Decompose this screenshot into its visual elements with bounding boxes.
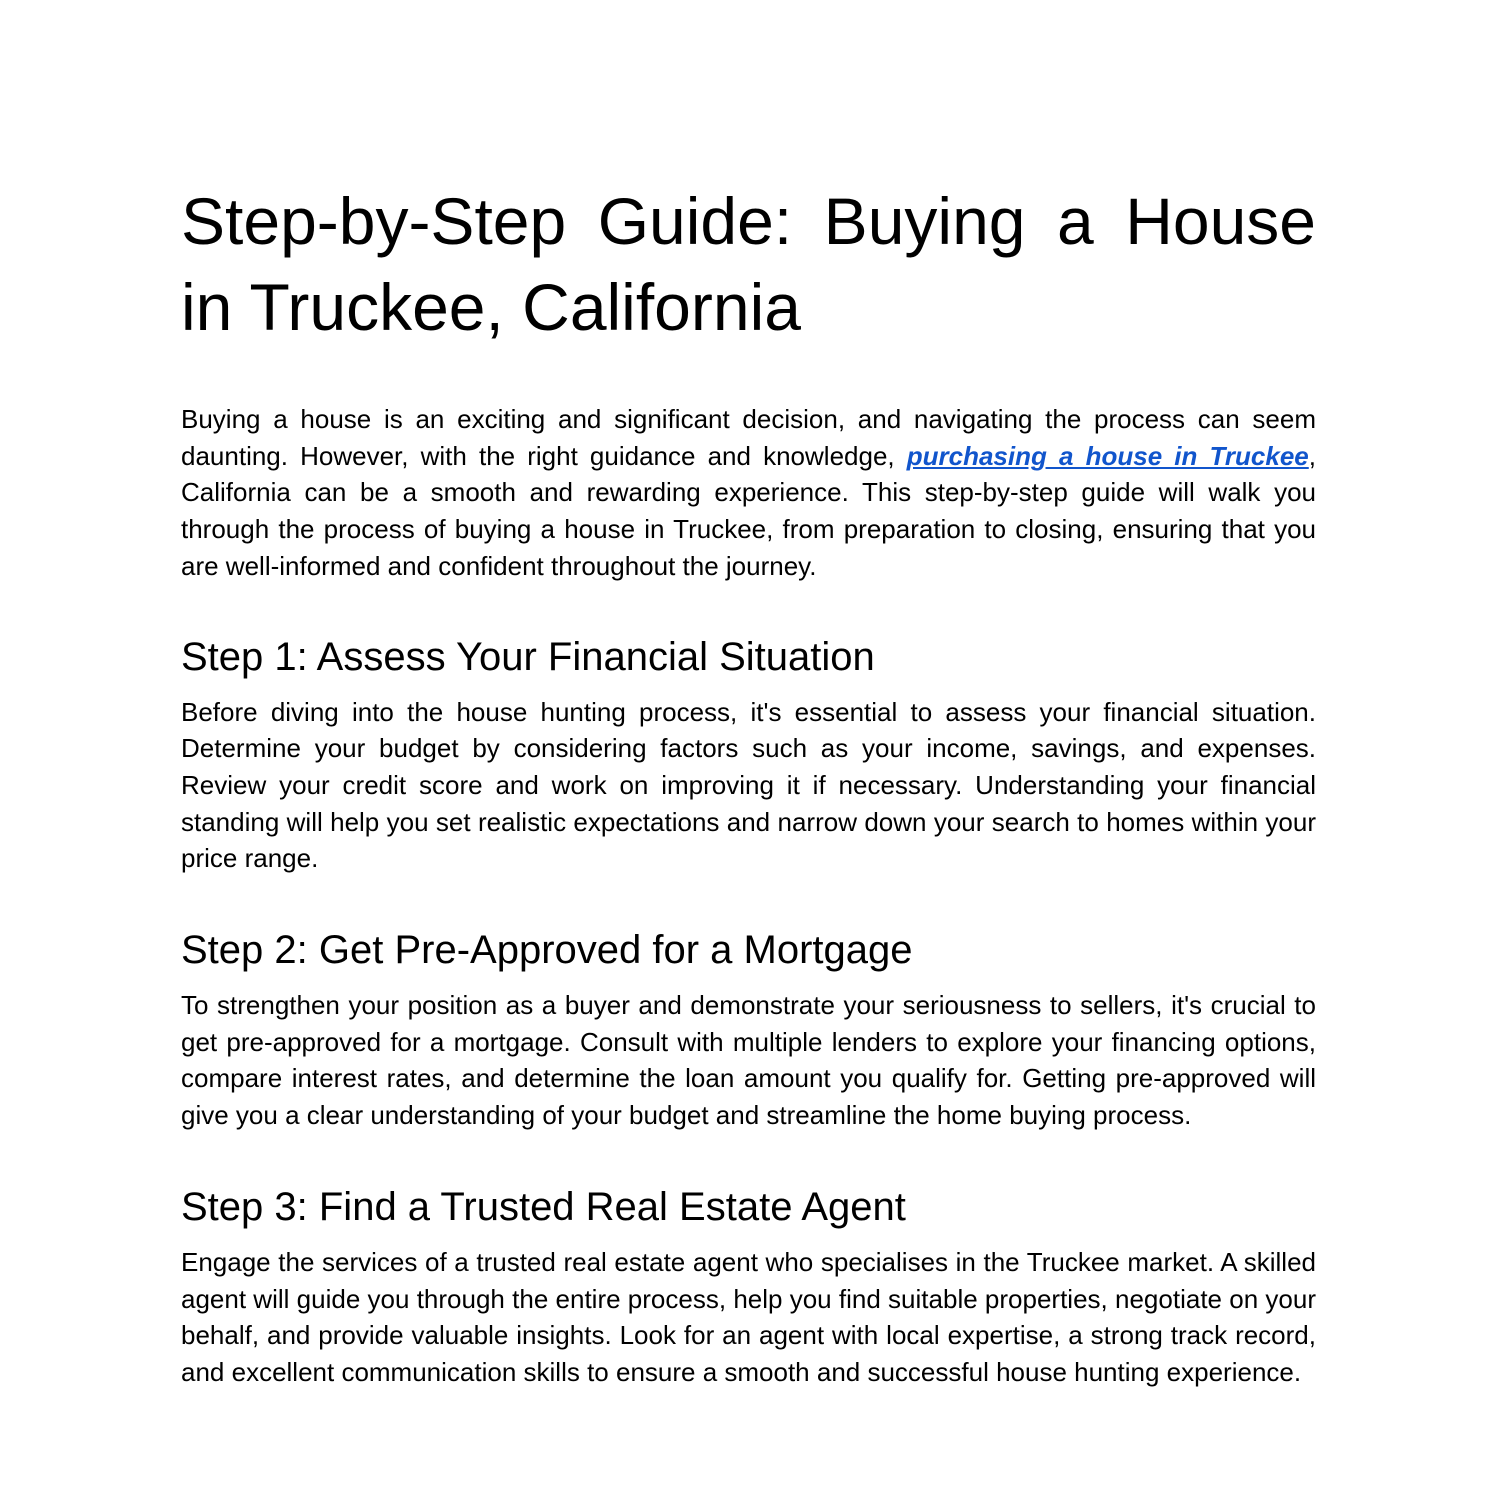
truckee-house-link[interactable]: purchasing a house in Truckee bbox=[906, 440, 1309, 471]
step-2-body: To strengthen your position as a buyer and demonstrate your seriousness to sellers, it's crucial to get pre-approved for a mortgage. Consult with multiple lenders to explore your financing options, compare interest rates, and determine the loan amount you qualify for. Getting pre-approved will give you a clear understanding of your budget and streamline the home buying process. bbox=[181, 990, 1316, 1131]
document-page bbox=[181, 178, 1316, 1391]
intro-paragraph bbox=[181, 401, 1316, 585]
step-2-heading: Step 2: Get Pre-Approved for a Mortgage bbox=[181, 928, 913, 973]
document-title: Step-by-Step Guide: Buying a House in Truckee, California bbox=[181, 184, 1316, 344]
step-3-body: Engage the services of a trusted real estate agent who specialises in the Truckee market. A skilled agent will guide you through the entire process, help you find suitable properties, negotiate on your behalf, and provide valuable insights. Look for an agent with local expertise, a strong track record, and excellent communication skills to ensure a smooth and successful house hunting experience. bbox=[181, 1246, 1316, 1387]
intro-text-before-link: Buying a house is an exciting and significant decision, and navigating the process can seem daunting. However, with the right guidance and knowledge, bbox=[181, 404, 1316, 471]
step-3-heading: Step 3: Find a Trusted Real Estate Agent bbox=[181, 1184, 906, 1229]
step-1-heading: Step 1: Assess Your Financial Situation bbox=[181, 634, 875, 679]
intro-text-after-link: , California can be a smooth and rewarding experience. This step-by-step guide will walk you through the process of buying a house in Truckee, from preparation to closing, ensuring that you are well-informed and confident throughout the journey. bbox=[181, 440, 1316, 581]
step-1-body: Before diving into the house hunting process, it's essential to assess your financial situation. Determine your budget by considering factors such as your income, savings, and expenses. Review your credit score and work on improving it if necessary. Understanding your financial standing will help you set realistic expectations and narrow down your search to homes within your price range. bbox=[181, 696, 1316, 874]
